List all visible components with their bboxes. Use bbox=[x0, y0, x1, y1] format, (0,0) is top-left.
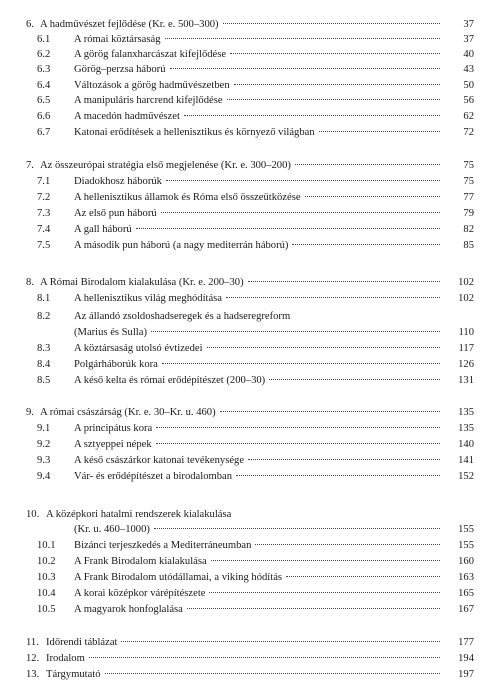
dot-leader bbox=[234, 84, 440, 85]
dot-leader bbox=[184, 115, 440, 116]
toc-chapter-entry bbox=[0, 508, 494, 521]
dot-leader bbox=[223, 23, 440, 24]
toc-chapter-entry bbox=[0, 652, 494, 665]
dot-leader bbox=[209, 592, 440, 593]
dot-leader bbox=[165, 38, 441, 39]
dot-leader bbox=[207, 347, 440, 348]
toc-entry-number: 9. bbox=[26, 407, 34, 418]
toc-entry-title: Diadokhosz háborúk bbox=[74, 176, 162, 187]
dot-leader bbox=[305, 196, 440, 197]
toc-entry-number: 8.5 bbox=[37, 375, 51, 386]
toc-entry-number: 9.2 bbox=[37, 439, 51, 450]
toc-entry-number: 7. bbox=[26, 160, 34, 171]
toc-entry-number: 9.3 bbox=[37, 455, 51, 466]
toc-entry-title: Változások a görög hadművészetben bbox=[74, 80, 230, 91]
toc-entry-title: A római császárság (Kr. e. 30–Kr. u. 460) bbox=[40, 407, 216, 418]
toc-chapter-entry bbox=[0, 18, 494, 31]
dot-leader bbox=[227, 99, 440, 100]
toc-entry-number: 6.7 bbox=[37, 127, 51, 138]
toc-entry-continuation bbox=[0, 523, 494, 536]
toc-section-entry bbox=[0, 33, 494, 46]
dot-leader bbox=[187, 608, 440, 609]
toc-section-entry bbox=[0, 63, 494, 76]
dot-leader bbox=[269, 379, 440, 380]
dot-leader bbox=[161, 212, 440, 213]
toc-page-number: 72 bbox=[463, 127, 474, 138]
toc-entry-title: A principátus kora bbox=[74, 423, 153, 434]
toc-entry-title: A manipuláris harcrend kifejlődése bbox=[74, 95, 223, 106]
toc-entry-number: 10. bbox=[26, 509, 40, 520]
toc-entry-title: Időrendi táblázat bbox=[46, 637, 118, 648]
dot-leader bbox=[211, 560, 440, 561]
toc-entry-title: A Frank Birodalom kialakulása bbox=[74, 556, 207, 567]
toc-entry-number: 7.3 bbox=[37, 208, 51, 219]
toc-page-number: 163 bbox=[458, 572, 474, 583]
dot-leader bbox=[295, 164, 440, 165]
toc-page-number: 155 bbox=[458, 524, 474, 535]
toc-entry-number: 6.4 bbox=[37, 80, 51, 91]
toc-chapter-entry bbox=[0, 276, 494, 289]
toc-entry-title: A macedón hadművészet bbox=[74, 111, 180, 122]
toc-page-number: 56 bbox=[463, 95, 474, 106]
toc-entry-number: 11. bbox=[26, 637, 39, 648]
toc-entry-title: A magyarok honfoglalása bbox=[74, 604, 183, 615]
toc-section-entry bbox=[0, 539, 494, 552]
toc-entry-title: A sztyeppei népek bbox=[74, 439, 152, 450]
toc-page-number: 77 bbox=[463, 192, 474, 203]
toc-page-number: 131 bbox=[458, 375, 474, 386]
toc-entry-title: Görög–perzsa háború bbox=[74, 64, 166, 75]
toc-section-entry bbox=[0, 358, 494, 371]
toc-entry-title: A hellenisztikus világ meghódítása bbox=[74, 293, 222, 304]
toc-chapter-entry bbox=[0, 636, 494, 649]
toc-entry-title: A hadművészet fejlődése (Kr. e. 500–300) bbox=[40, 19, 219, 30]
toc-entry-continuation bbox=[0, 326, 494, 339]
toc-page-number: 197 bbox=[458, 669, 474, 680]
toc-entry-title: (Kr. u. 460–1000) bbox=[74, 524, 150, 535]
dot-leader bbox=[121, 641, 440, 642]
toc-entry-number: 6.5 bbox=[37, 95, 51, 106]
toc-entry-title: A késő kelta és római erődépítészet (200–30) bbox=[74, 375, 266, 386]
toc-entry-number: 9.4 bbox=[37, 471, 51, 482]
toc-entry-number: 6.2 bbox=[37, 49, 51, 60]
toc-page-number: 75 bbox=[463, 176, 474, 187]
toc-entry-title: A köztársaság utolsó évtizedei bbox=[74, 343, 203, 354]
toc-section-entry bbox=[0, 223, 494, 236]
toc-entry-number: 10.4 bbox=[37, 588, 56, 599]
toc-section-entry bbox=[0, 310, 494, 323]
toc-entry-number: 13. bbox=[26, 669, 40, 680]
toc-entry-title: A Frank Birodalom utódállamai, a viking hódítás bbox=[74, 572, 283, 583]
toc-page-number: 82 bbox=[463, 224, 474, 235]
toc-entry-number: 8.4 bbox=[37, 359, 51, 370]
toc-page-number: 40 bbox=[463, 49, 474, 60]
dot-leader bbox=[156, 443, 440, 444]
toc-section-entry bbox=[0, 126, 494, 139]
toc-page-number: 102 bbox=[458, 293, 474, 304]
dot-leader bbox=[162, 363, 440, 364]
toc-entry-title: A hellenisztikus államok és Róma első összeütközése bbox=[74, 192, 301, 203]
toc-entry-number: 9.1 bbox=[37, 423, 51, 434]
toc-entry-title: (Marius és Sulla) bbox=[74, 327, 147, 338]
toc-entry-number: 6.3 bbox=[37, 64, 51, 75]
toc-page-number: 160 bbox=[458, 556, 474, 567]
toc-page-number: 155 bbox=[458, 540, 474, 551]
toc-page-number: 140 bbox=[458, 439, 474, 450]
dot-leader bbox=[319, 131, 440, 132]
dot-leader bbox=[248, 281, 440, 282]
toc-page-number: 62 bbox=[463, 111, 474, 122]
toc-entry-title: Katonai erődítések a hellenisztikus és környező világban bbox=[74, 127, 315, 138]
toc-entry-number: 7.1 bbox=[37, 176, 51, 187]
dot-leader bbox=[89, 657, 440, 658]
dot-leader bbox=[286, 576, 440, 577]
toc-section-entry bbox=[0, 175, 494, 188]
toc-entry-number: 10.1 bbox=[37, 540, 56, 551]
toc-page-number: 135 bbox=[458, 423, 474, 434]
toc-page-number: 141 bbox=[458, 455, 474, 466]
toc-entry-title: Polgárháborúk kora bbox=[74, 359, 158, 370]
dot-leader bbox=[136, 228, 440, 229]
toc-page-number: 43 bbox=[463, 64, 474, 75]
toc-entry-number: 8.3 bbox=[37, 343, 51, 354]
toc-page-number: 79 bbox=[463, 208, 474, 219]
toc-entry-number: 7.5 bbox=[37, 240, 51, 251]
toc-section-entry bbox=[0, 571, 494, 584]
toc-chapter-entry bbox=[0, 159, 494, 172]
toc-entry-title: Irodalom bbox=[46, 653, 85, 664]
toc-entry-title: A középkori hatalmi rendszerek kialakulása bbox=[46, 509, 232, 520]
toc-entry-number: 10.5 bbox=[37, 604, 56, 615]
toc-section-entry bbox=[0, 438, 494, 451]
toc-section-entry bbox=[0, 470, 494, 483]
toc-page-number: 117 bbox=[458, 343, 474, 354]
toc-entry-title: Tárgymutató bbox=[46, 669, 101, 680]
toc-section-entry bbox=[0, 587, 494, 600]
toc-section-entry bbox=[0, 207, 494, 220]
toc-section-entry bbox=[0, 48, 494, 61]
dot-leader bbox=[166, 180, 440, 181]
toc-entry-title: A második pun háború (a nagy mediterrán háború) bbox=[74, 240, 289, 251]
toc-entry-number: 7.4 bbox=[37, 224, 51, 235]
toc-section-entry bbox=[0, 292, 494, 305]
toc-entry-number: 8. bbox=[26, 277, 34, 288]
dot-leader bbox=[151, 331, 440, 332]
toc-entry-title: A római köztársaság bbox=[74, 34, 161, 45]
toc-entry-title: A késő császárkor katonai tevékenysége bbox=[74, 455, 245, 466]
toc-page-number: 50 bbox=[463, 80, 474, 91]
toc-entry-number: 6. bbox=[26, 19, 34, 30]
dot-leader bbox=[226, 297, 440, 298]
toc-entry-title: A gall háború bbox=[74, 224, 132, 235]
toc-page-number: 165 bbox=[458, 588, 474, 599]
toc-entry-title: A Római Birodalom kialakulása (Kr. e. 200–30) bbox=[40, 277, 244, 288]
dot-leader bbox=[154, 528, 440, 529]
toc-page-number: 110 bbox=[458, 327, 474, 338]
toc-entry-title: A korai középkor várépítészete bbox=[74, 588, 206, 599]
dot-leader bbox=[156, 427, 440, 428]
toc-page-number: 152 bbox=[458, 471, 474, 482]
toc-chapter-entry bbox=[0, 406, 494, 419]
toc-section-entry bbox=[0, 555, 494, 568]
toc-entry-number: 6.6 bbox=[37, 111, 51, 122]
dot-leader bbox=[248, 459, 440, 460]
toc-entry-number: 7.2 bbox=[37, 192, 51, 203]
toc-section-entry bbox=[0, 374, 494, 387]
toc-section-entry bbox=[0, 239, 494, 252]
dot-leader bbox=[292, 244, 440, 245]
toc-entry-number: 6.1 bbox=[37, 34, 51, 45]
toc-section-entry bbox=[0, 603, 494, 616]
toc-page-number: 194 bbox=[458, 653, 474, 664]
toc-section-entry bbox=[0, 422, 494, 435]
toc-section-entry bbox=[0, 110, 494, 123]
toc-page-number: 102 bbox=[458, 277, 474, 288]
dot-leader bbox=[255, 544, 440, 545]
dot-leader bbox=[170, 68, 441, 69]
toc-section-entry bbox=[0, 454, 494, 467]
toc-entry-number: 8.2 bbox=[37, 311, 51, 322]
toc-section-entry bbox=[0, 94, 494, 107]
toc-page-number: 75 bbox=[463, 160, 474, 171]
toc-section-entry bbox=[0, 191, 494, 204]
toc-section-entry bbox=[0, 342, 494, 355]
dot-leader bbox=[236, 475, 440, 476]
toc-entry-number: 10.2 bbox=[37, 556, 56, 567]
toc-entry-title: Az összeurópai stratégia első megjelenése (Kr. e. 300–200) bbox=[40, 160, 291, 171]
toc-entry-title: A görög falanxharcászat kifejlődése bbox=[74, 49, 227, 60]
toc-page-number: 126 bbox=[458, 359, 474, 370]
toc-section-entry bbox=[0, 79, 494, 92]
toc-page-number: 135 bbox=[458, 407, 474, 418]
toc-entry-number: 12. bbox=[26, 653, 40, 664]
toc-page-number: 85 bbox=[463, 240, 474, 251]
toc-entry-number: 10.3 bbox=[37, 572, 56, 583]
toc-page-number: 167 bbox=[458, 604, 474, 615]
toc-entry-number: 8.1 bbox=[37, 293, 51, 304]
toc-entry-title: Az első pun háború bbox=[74, 208, 157, 219]
toc-page-number: 37 bbox=[463, 19, 474, 30]
toc-entry-title: Vár- és erődépítészet a birodalomban bbox=[74, 471, 233, 482]
toc-entry-title: Bizánci terjeszkedés a Mediterráneumban bbox=[74, 540, 252, 551]
toc-chapter-entry bbox=[0, 668, 494, 681]
dot-leader bbox=[220, 411, 440, 412]
toc-entry-title: Az állandó zsoldoshadseregek és a hadseregreform bbox=[74, 311, 291, 322]
toc-page-number: 37 bbox=[463, 34, 474, 45]
toc-page-number: 177 bbox=[458, 637, 474, 648]
dot-leader bbox=[105, 673, 440, 674]
dot-leader bbox=[230, 53, 440, 54]
